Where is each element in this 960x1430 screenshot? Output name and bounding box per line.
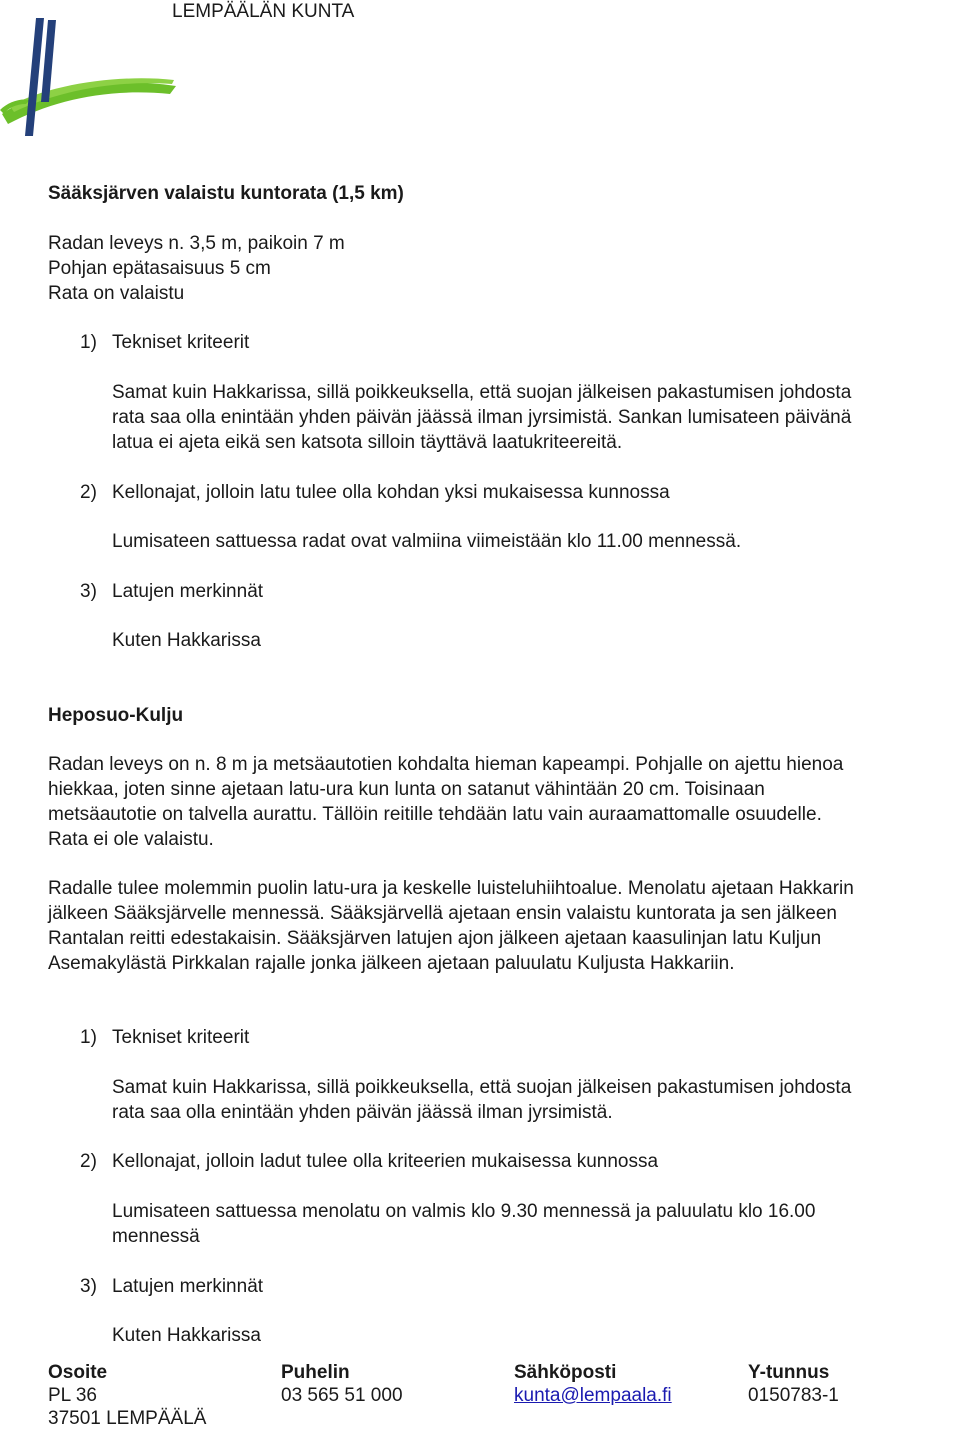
list-item bbox=[80, 330, 249, 355]
footer-address-line: 37501 LEMPÄÄLÄ bbox=[48, 1408, 207, 1429]
email-link[interactable]: kunta@lempaala.fi bbox=[514, 1385, 672, 1406]
footer-phone-value: 03 565 51 000 bbox=[281, 1385, 403, 1406]
footer-address-title: Osoite bbox=[48, 1362, 108, 1383]
footer-address bbox=[48, 1361, 206, 1430]
list-number: 3) bbox=[80, 1276, 97, 1297]
list-item bbox=[80, 579, 263, 604]
list-label: Latujen merkinnät bbox=[112, 581, 264, 602]
footer-address-line: PL 36 bbox=[48, 1385, 97, 1406]
list-number: 1) bbox=[80, 332, 97, 353]
list-number: 2) bbox=[80, 1151, 97, 1172]
text-line: Samat kuin Hakkarissa, sillä poikkeuksella, että suojan jälkeisen pakastumisen johdosta bbox=[112, 1077, 852, 1098]
list-number: 2) bbox=[80, 482, 97, 503]
text-line: Asemakylästä Pirkkalan rajalle jonka jälkeen ajetaan paluulatu Kuljusta Hakkariin. bbox=[48, 953, 735, 974]
text-line: Kuten Hakkarissa bbox=[112, 630, 261, 651]
list-item bbox=[80, 1274, 263, 1299]
footer-phone-title: Puhelin bbox=[281, 1362, 350, 1383]
text-line: rata saa olla enintään yhden päivän jäässä ilman jyrsimistä. bbox=[112, 1102, 613, 1123]
list-label: Kellonajat, jolloin ladut tulee olla kriteerien mukaisessa kunnossa bbox=[112, 1151, 659, 1172]
text-line: Lumisateen sattuessa menolatu on valmis klo 9.30 mennessä ja paluulatu klo 16.00 bbox=[112, 1201, 816, 1222]
list-number: 3) bbox=[80, 581, 97, 602]
list-item bbox=[80, 1025, 249, 1050]
footer-email bbox=[514, 1361, 672, 1407]
text-line: Lumisateen sattuessa radat ovat valmiina viimeistään klo 11.00 mennessä. bbox=[112, 531, 742, 552]
footer-ytunnus-title: Y-tunnus bbox=[748, 1362, 830, 1383]
text-line: Samat kuin Hakkarissa, sillä poikkeuksella, että suojan jälkeisen pakastumisen johdosta bbox=[112, 382, 852, 403]
footer-phone bbox=[281, 1361, 403, 1407]
text-line: Rata on valaistu bbox=[48, 283, 185, 304]
text-line: Radalle tulee molemmin puolin latu-ura ja keskelle luisteluhiihtoalue. Menolatu ajetaan Hakkarin bbox=[48, 878, 854, 899]
footer-email-title: Sähköposti bbox=[514, 1362, 617, 1383]
lempaala-logo-icon bbox=[0, 14, 180, 146]
text-line: Radan leveys on n. 8 m ja metsäautotien kohdalta hieman kapeampi. Pohjalle on ajettu hienoa bbox=[48, 754, 844, 775]
footer-ytunnus bbox=[748, 1361, 839, 1407]
list-item bbox=[80, 1149, 658, 1174]
text-line: latua ei ajeta eikä sen katsota silloin täyttävä laatukriteereitä. bbox=[112, 432, 623, 453]
text-line: Rata ei ole valaistu. bbox=[48, 829, 214, 850]
list-item bbox=[80, 480, 670, 505]
text-line: rata saa olla enintään yhden päivän jäässä ilman jyrsimistä. Sankan lumisateen päivänä bbox=[112, 407, 852, 428]
text-line: jälkeen Sääksjärvelle mennessä. Sääksjärvellä ajetaan ensin valaistu kuntorata ja sen jälkeen bbox=[48, 903, 837, 924]
text-line: metsäautotie on talvella aurattu. Tällöin reitille tehdään latu vain auraamattomalle osuudelle. bbox=[48, 804, 822, 825]
organization-name: LEMPÄÄLÄN KUNTA bbox=[172, 1, 355, 22]
list-label: Tekniset kriteerit bbox=[112, 332, 250, 353]
text-line: Rantalan reitti edestakaisin. Sääksjärven latujen ajon jälkeen ajetaan kaasulinjan latu Kuljun bbox=[48, 928, 822, 949]
text-line: hiekkaa, joten sinne ajetaan latu-ura kun lunta on satanut vähintään 20 cm. Toisinaan bbox=[48, 779, 765, 800]
text-line: Kuten Hakkarissa bbox=[112, 1325, 261, 1346]
footer-ytunnus-value: 0150783-1 bbox=[748, 1385, 839, 1406]
text-line: Radan leveys n. 3,5 m, paikoin 7 m bbox=[48, 233, 345, 254]
section-title: Sääksjärven valaistu kuntorata (1,5 km) bbox=[48, 183, 404, 204]
list-label: Latujen merkinnät bbox=[112, 1276, 264, 1297]
section-title: Heposuo-Kulju bbox=[48, 705, 184, 726]
list-number: 1) bbox=[80, 1027, 97, 1048]
text-line: mennessä bbox=[112, 1226, 200, 1247]
list-label: Kellonajat, jolloin latu tulee olla kohdan yksi mukaisessa kunnossa bbox=[112, 482, 670, 503]
list-label: Tekniset kriteerit bbox=[112, 1027, 250, 1048]
text-line: Pohjan epätasaisuus 5 cm bbox=[48, 258, 271, 279]
